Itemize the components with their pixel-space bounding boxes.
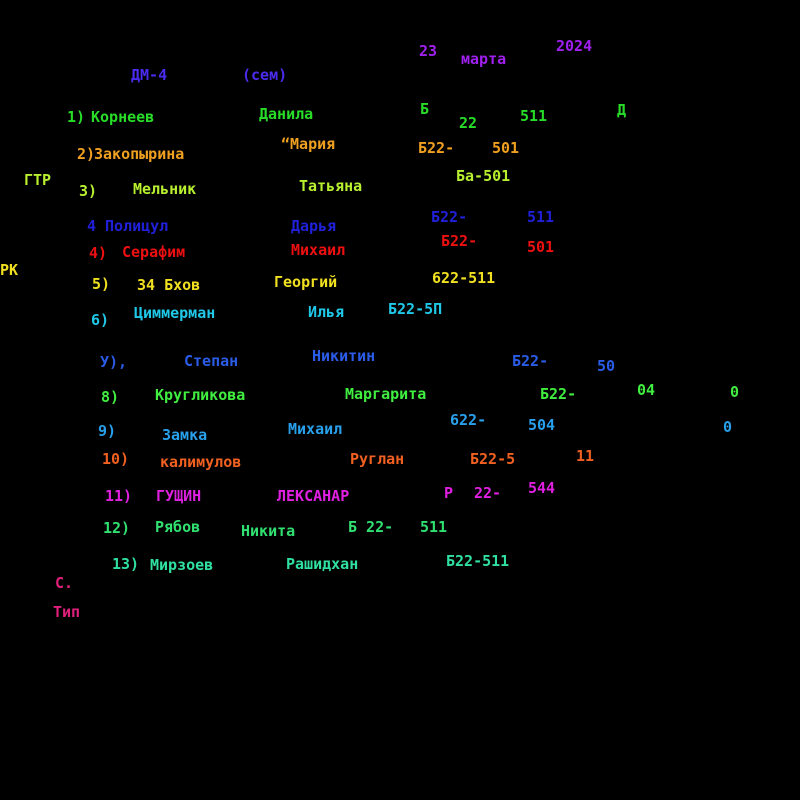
row-name: Рашидхан: [286, 555, 359, 573]
row-group: Б22-: [441, 232, 478, 250]
row-group: 511: [420, 518, 448, 536]
row-number: 10): [102, 450, 130, 468]
row-surname: Корнеев: [91, 108, 155, 126]
row-surname: Степан: [184, 352, 239, 370]
row-group: 511: [527, 208, 555, 226]
row-group: 04: [637, 381, 656, 399]
row-group: Б 22-: [348, 518, 394, 536]
row-surname: Серафим: [122, 243, 186, 261]
row-name: Никита: [241, 522, 296, 540]
row-name: Данила: [259, 105, 314, 123]
row-name: Илья: [308, 303, 345, 321]
row-group: Б22-5П: [388, 300, 443, 318]
row-name: Михаил: [291, 241, 346, 259]
row-name: Дарья: [291, 217, 337, 235]
row-number: У),: [100, 353, 128, 371]
row-group: Б22-5: [470, 450, 516, 468]
row-surname: Замка: [162, 426, 208, 444]
row-group: Б22-: [418, 139, 455, 157]
row-number: 12): [103, 519, 131, 537]
row-number: 3): [79, 182, 98, 200]
row-extra: 0: [730, 383, 740, 401]
row-group: 544: [528, 479, 556, 497]
row-number: 8): [101, 388, 120, 406]
row-group: 22: [459, 114, 478, 132]
row-group: 501: [492, 139, 520, 157]
row-name: Никитин: [312, 347, 376, 365]
date-year: 2024: [556, 37, 593, 55]
row-number: 5): [92, 275, 111, 293]
row-group: 511: [520, 107, 548, 125]
date-day: 23: [419, 42, 438, 60]
row-number: 9): [98, 422, 117, 440]
row-name: Маргарита: [345, 385, 427, 403]
row-group: Б: [420, 100, 430, 118]
date-month: марта: [461, 50, 507, 68]
row-surname: Циммерман: [134, 304, 216, 322]
row-number: 4): [89, 244, 108, 262]
row-extra: Д: [617, 101, 627, 119]
row-group: Ба-501: [456, 167, 511, 185]
semester-label: (сем): [242, 66, 288, 84]
row-surname: 34 Бхов: [137, 276, 201, 294]
row-surname: Закопырина: [94, 145, 185, 163]
row-name: Руглан: [350, 450, 405, 468]
row-surname: Полицул: [105, 217, 169, 235]
row-group: 22-: [474, 484, 502, 502]
row-number: 4: [87, 217, 97, 235]
row-group: Б22-: [431, 208, 468, 226]
row-surname: Рябов: [155, 518, 201, 536]
row-group: 11: [576, 447, 595, 465]
row-name: Татьяна: [299, 177, 363, 195]
row-group: 50: [597, 357, 616, 375]
row-extra: 0: [723, 418, 733, 436]
row-name: Георгий: [274, 273, 338, 291]
bottom-label-tip: Тип: [53, 603, 81, 621]
row-group: 622-511: [432, 269, 496, 287]
row-group: Б22-511: [446, 552, 510, 570]
side-label-rk: РК: [0, 261, 19, 279]
row-group: Б22-: [512, 352, 549, 370]
row-surname: Мирзоев: [150, 556, 214, 574]
row-group: Б22-: [540, 385, 577, 403]
row-group: Р: [444, 484, 454, 502]
row-name: ЛЕКСАНАР: [277, 487, 350, 505]
row-group: 504: [528, 416, 556, 434]
row-surname: ГУЩИН: [156, 487, 202, 505]
side-label-gtr: ГТР: [24, 171, 52, 189]
row-name: “Мария: [281, 135, 336, 153]
row-surname: калимулов: [160, 453, 242, 471]
row-surname: Кругликова: [155, 386, 246, 404]
row-number: 2): [77, 145, 96, 163]
row-number: 1): [67, 108, 86, 126]
row-number: 11): [105, 487, 133, 505]
row-number: 6): [91, 311, 110, 329]
row-number: 13): [112, 555, 140, 573]
row-surname: Мельник: [133, 180, 197, 198]
bottom-label-s: С.: [55, 574, 74, 592]
row-group: 501: [527, 238, 555, 256]
row-name: Михаил: [288, 420, 343, 438]
row-group: 622-: [450, 411, 487, 429]
group-code: ДМ-4: [131, 66, 168, 84]
